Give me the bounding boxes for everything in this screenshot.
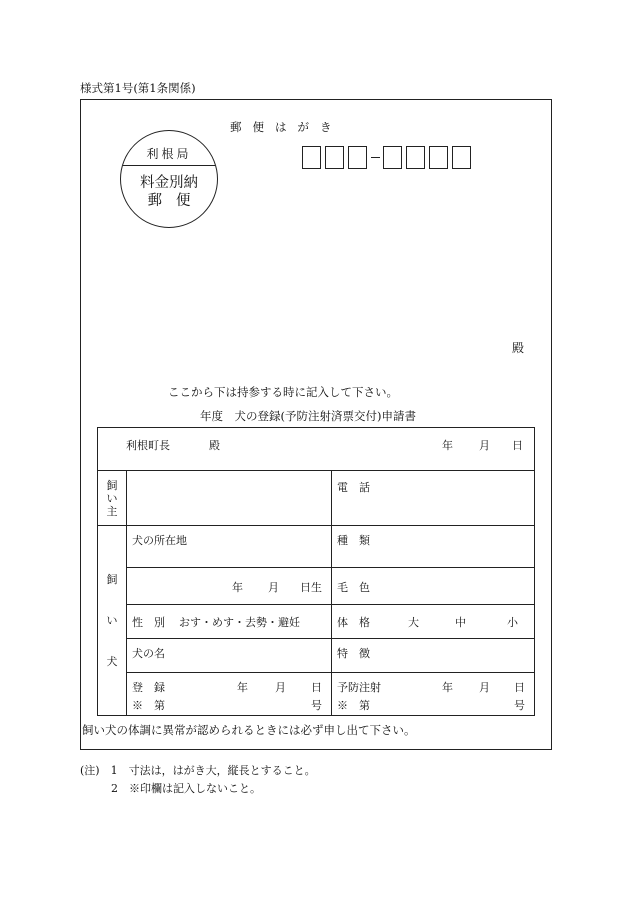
birth-month: 月 <box>268 581 279 594</box>
breed-label: 種 類 <box>337 534 370 547</box>
dog-coat-field[interactable] <box>332 568 535 605</box>
dog-label-cell <box>98 526 127 716</box>
application-table <box>97 427 535 716</box>
vac-month: 月 <box>479 681 490 694</box>
dog-features-field[interactable] <box>332 639 535 673</box>
reg-number-suffix: 号 <box>311 699 322 712</box>
registration-field <box>127 673 332 716</box>
postcard-title: 郵便はがき <box>230 120 343 134</box>
postal-code-boxes[interactable] <box>302 145 475 170</box>
dog-sex-field[interactable] <box>127 605 332 639</box>
postal-code-dash <box>371 157 380 158</box>
postal-digit-box[interactable] <box>325 146 344 169</box>
dog-size-field[interactable] <box>332 605 535 639</box>
form-title: 年度 犬の登録(予防注射済票交付)申請書 <box>200 409 416 423</box>
registration-label: 登 録 <box>132 681 165 694</box>
reg-month: 月 <box>275 681 286 694</box>
date-day: 日 <box>512 439 523 452</box>
date-year: 年 <box>442 439 453 452</box>
birth-year: 年 <box>232 581 243 594</box>
recipient-suffix: 殿 <box>512 341 525 355</box>
date-month: 月 <box>479 439 490 452</box>
addressee: 利根町長 <box>126 439 170 452</box>
note-1: (注) 1 寸法は，はがき大，縦長とすること。 <box>80 764 316 777</box>
postal-digit-box[interactable] <box>452 146 471 169</box>
sex-options[interactable]: おす・めす・去勢・避妊 <box>179 616 300 629</box>
postage-stamp-mark <box>120 130 218 228</box>
stamp-office: 利根局 <box>146 147 192 161</box>
dog-label: 飼い犬 <box>106 573 118 668</box>
dog-birthdate-field[interactable] <box>127 568 332 605</box>
size-medium[interactable]: 中 <box>455 616 466 629</box>
instruction-text: ここから下は持参する時に記入して下さい。 <box>168 385 398 399</box>
owner-label: 飼い主 <box>106 479 118 518</box>
form-reference: 様式第1号(第1条関係) <box>80 81 196 95</box>
vac-number-prefix: ※ 第 <box>337 699 370 712</box>
dog-breed-field[interactable] <box>332 526 535 568</box>
sex-label: 性 別 <box>132 616 165 629</box>
size-label: 体 格 <box>337 616 370 629</box>
stamp-divider <box>121 165 217 166</box>
phone-label: 電 話 <box>337 481 370 494</box>
postal-digit-box[interactable] <box>383 146 402 169</box>
reg-day: 日 <box>311 681 322 694</box>
dog-name-field[interactable] <box>127 639 332 673</box>
features-label: 特 徴 <box>337 647 370 660</box>
stamp-line-1: 料金別納 <box>140 175 198 191</box>
addressee-suffix: 殿 <box>209 439 220 452</box>
header-row[interactable] <box>98 428 535 471</box>
location-label: 犬の所在地 <box>132 534 187 547</box>
postal-digit-box[interactable] <box>406 146 425 169</box>
postal-digit-box[interactable] <box>429 146 448 169</box>
postal-digit-box[interactable] <box>348 146 367 169</box>
vac-day: 日 <box>514 681 525 694</box>
size-small[interactable]: 小 <box>507 616 518 629</box>
owner-phone-field[interactable] <box>332 471 535 526</box>
name-label: 犬の名 <box>132 647 165 660</box>
health-warning: 飼い犬の体調に異常が認められるときには必ず申し出て下さい。 <box>82 723 416 737</box>
coat-label: 毛 色 <box>337 581 370 594</box>
note-2: 2 ※印欄は記入しないこと。 <box>111 782 261 795</box>
size-large[interactable]: 大 <box>408 616 419 629</box>
vaccination-field <box>332 673 535 716</box>
postal-digit-box[interactable] <box>302 146 321 169</box>
reg-number-prefix: ※ 第 <box>132 699 165 712</box>
birth-suffix: 日生 <box>300 581 322 594</box>
owner-name-field[interactable] <box>127 471 332 526</box>
vac-number-suffix: 号 <box>514 699 525 712</box>
reg-year: 年 <box>237 681 248 694</box>
dog-location-field[interactable] <box>127 526 332 568</box>
stamp-line-2: 郵便 <box>147 193 205 209</box>
vac-year: 年 <box>442 681 453 694</box>
owner-label-cell <box>98 471 127 526</box>
vaccination-label: 予防注射 <box>337 681 381 694</box>
